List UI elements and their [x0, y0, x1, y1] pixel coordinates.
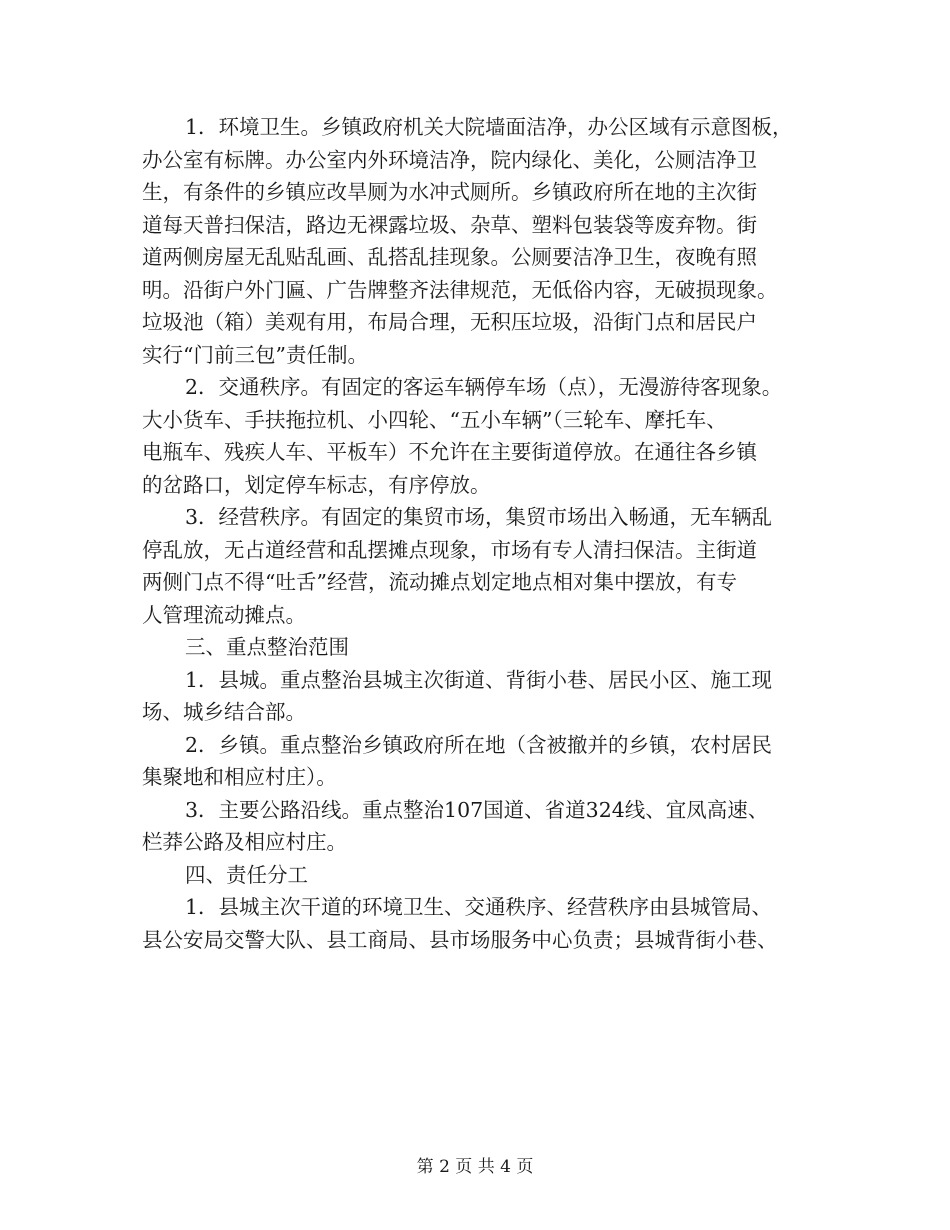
paragraph: [142, 891, 822, 956]
text-line: 2．交通秩序。有固定的客运车辆停车场（点），无漫游待客现象。: [185, 375, 783, 399]
text-line: 县公安局交警大队、县工商局、县市场服务中心负责；县城背街小巷、: [142, 927, 778, 952]
page-footer: 第 2 页 共 4 页: [416, 1157, 534, 1177]
text-line: 1．县城主次干道的环境卫生、交通秩序、经营秩序由县城管局、: [185, 895, 773, 919]
paragraph: [142, 501, 822, 631]
paragraph: [142, 729, 822, 794]
text-line: 的岔路口，划定停车标志，有序停放。: [142, 472, 491, 497]
text-line: 道每天普扫保洁，路边无裸露垃圾、杂草、塑料包装袋等废弃物。街: [142, 212, 757, 237]
text-line: 1．环境卫生。乡镇政府机关大院墙面洁净，办公区域有示意图板，: [185, 115, 793, 139]
text-line: 大小货车、手扶拖拉机、小四轮、“五小车辆”（三轮车、摩托车、: [142, 407, 727, 432]
text-line: 1．县城。重点整治县城主次街道、背街小巷、居民小区、施工现: [185, 667, 773, 692]
text-line: 停乱放，无占道经营和乱摆摊点现象，市场有专人清扫保洁。主街道: [142, 537, 757, 562]
text-line: 人管理流动摊点。: [142, 602, 306, 627]
text-line: 场、城乡结合部。: [142, 700, 306, 724]
text-line: 3．经营秩序。有固定的集贸市场，集贸市场出入畅通，无车辆乱: [185, 505, 773, 529]
text-line: 四、责任分工: [185, 862, 308, 887]
text-line: 明。沿街户外门匾、广告牌整齐法律规范，无低俗内容，无破损现象。: [142, 277, 778, 302]
text-line: 2．乡镇。重点整治乡镇政府所在地（含被撤并的乡镇，农村居民: [185, 732, 773, 757]
text-line: 垃圾池（箱）美观有用，布局合理，无积压垃圾，沿街门点和居民户: [142, 310, 757, 334]
text-line: 电瓶车、残疾人车、平板车）不允许在主要街道停放。在通往各乡镇: [142, 440, 757, 464]
text-line: 三、重点整治范围: [185, 635, 349, 659]
text-line: 办公室有标牌。办公室内外环境洁净，院内绿化、美化，公厕洁净卫: [142, 147, 757, 172]
paragraph: [142, 371, 822, 501]
text-line: 两侧门点不得“吐舌”经营，流动摊点划定地点相对集中摆放，有专: [142, 570, 737, 594]
paragraph: [142, 794, 822, 859]
document-body: [142, 111, 822, 956]
paragraph: [142, 111, 822, 371]
paragraph: [142, 631, 822, 664]
text-line: 3．主要公路沿线。重点整治107国道、省道324线、宜凤高速、: [185, 797, 769, 822]
paragraph: [142, 859, 822, 892]
paragraph: [142, 664, 822, 729]
text-line: 实行“门前三包”责任制。: [142, 342, 368, 367]
text-line: 生，有条件的乡镇应改旱厕为水冲式厕所。乡镇政府所在地的主次街: [142, 180, 757, 204]
text-line: 集聚地和相应村庄）。: [142, 765, 337, 789]
text-line: 道两侧房屋无乱贴乱画、乱搭乱挂现象。公厕要洁净卫生，夜晚有照: [142, 245, 757, 269]
text-line: 栏莽公路及相应村庄。: [142, 830, 347, 854]
